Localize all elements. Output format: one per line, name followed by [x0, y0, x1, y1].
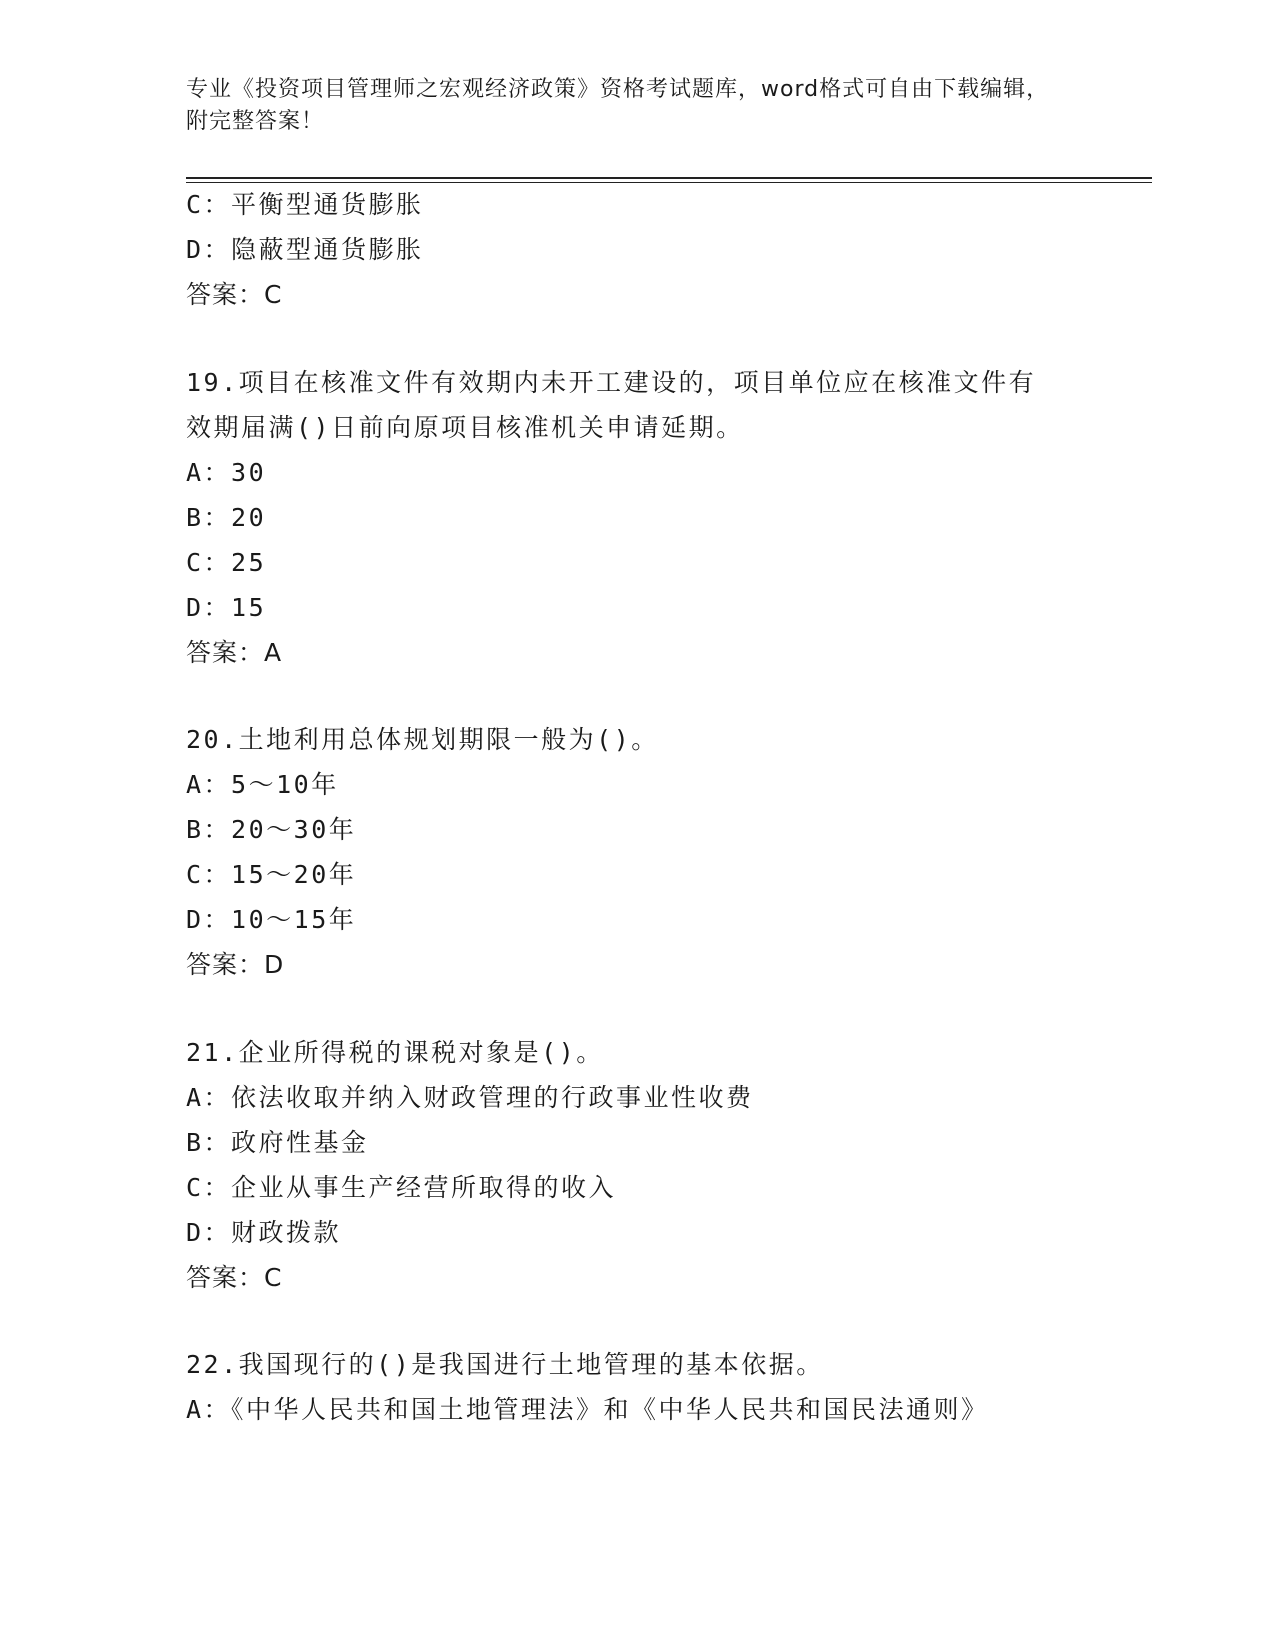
question-21-stem: 21.企业所得税的课税对象是()。: [186, 1038, 604, 1067]
option-c: C：15～20年: [186, 860, 357, 889]
question-20-stem: 20.土地利用总体规划期限一般为()。: [186, 725, 659, 754]
option-b: B：政府性基金: [186, 1128, 369, 1157]
option-a: A：5～10年: [186, 770, 339, 799]
option-a: A：《中华人民共和国土地管理法》和《中华人民共和国民法通则》: [186, 1395, 989, 1424]
header-rule-top: [186, 177, 1152, 179]
option-c: C：平衡型通货膨胀: [186, 190, 424, 219]
answer: 答案：D: [186, 950, 285, 979]
question-22-stem: 22.我国现行的()是我国进行土地管理的基本依据。: [186, 1350, 824, 1379]
document-header: 专业《投资项目管理师之宏观经济政策》资格考试题库，word格式可自由下载编辑，附完整答案！: [186, 77, 1050, 134]
option-a: A：30: [186, 458, 267, 487]
option-c: C：25: [186, 548, 267, 577]
option-d: D：15: [186, 593, 267, 622]
option-a: A：依法收取并纳入财政管理的行政事业性收费: [186, 1083, 754, 1112]
option-c: C：企业从事生产经营所取得的收入: [186, 1173, 617, 1202]
option-d: D：财政拨款: [186, 1218, 342, 1247]
option-d: D：10～15年: [186, 905, 357, 934]
answer: 答案：A: [186, 638, 283, 667]
question-19-stem: 19.项目在核准文件有效期内未开工建设的，项目单位应在核准文件有: [186, 368, 1037, 397]
answer: 答案：C: [186, 280, 283, 309]
option-b: B：20: [186, 503, 267, 532]
header-rule-bottom: [186, 182, 1152, 183]
answer: 答案：C: [186, 1263, 283, 1292]
option-d: D：隐蔽型通货膨胀: [186, 235, 424, 264]
question-19-stem-cont: 效期届满()日前向原项目核准机关申请延期。: [186, 413, 744, 442]
option-b: B：20～30年: [186, 815, 357, 844]
